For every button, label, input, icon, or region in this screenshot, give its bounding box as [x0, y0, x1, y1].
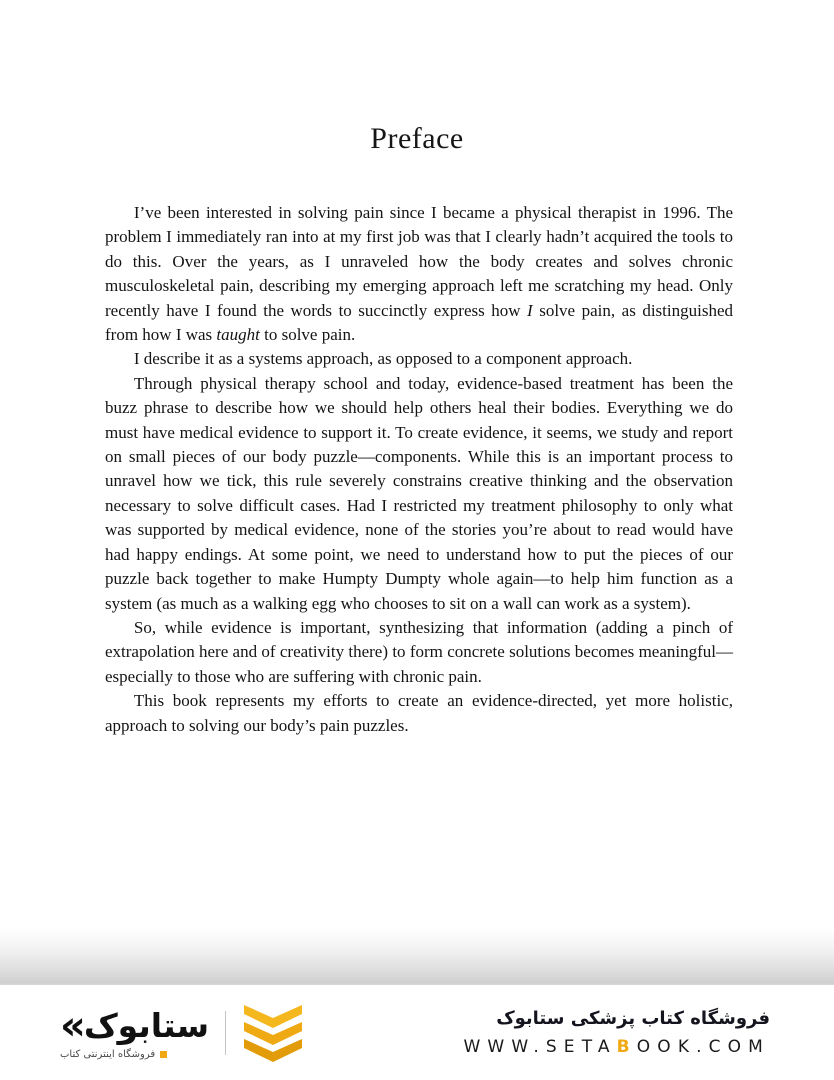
logo-square-icon — [160, 1051, 167, 1058]
setabook-logo — [60, 1004, 304, 1062]
page-title: Preface — [370, 122, 464, 155]
paragraph: So, while evidence is important, synthesizing that information (adding a pinch of extrapolation here and of creativity there) to form concrete solutions becomes meaningful—especially to those who are suffering with chronic pain. — [105, 617, 733, 686]
footer-right — [463, 1008, 770, 1057]
store-name: فروشگاه کتاب پزشکی ستابوک — [496, 1008, 770, 1029]
logo-subtitle-text: فروشگاه اینترنتی کتاب — [60, 1048, 156, 1060]
paragraph: I describe it as a systems approach, as opposed to a component approach. — [133, 349, 633, 369]
logo-wordmark — [60, 1002, 210, 1049]
logo-divider — [225, 1011, 226, 1055]
website-suffix: OOK.COM — [636, 1037, 770, 1057]
website-text — [463, 1037, 770, 1057]
logo-chevron-mark: « — [60, 1002, 82, 1049]
page-bottom-scan-shadow — [0, 928, 834, 985]
footer — [0, 985, 834, 1080]
website-highlight-letter: B — [616, 1037, 637, 1057]
logo-name-text: ستابوک — [83, 1005, 210, 1045]
stacked-chevrons-icon — [242, 1004, 304, 1062]
paragraph: I’ve been interested in solving pain since I became a physical therapist in 1996. The problem I immediately ran into at my first job was that I clearly hadn’t acquired the tools to do this. Over the years, as I unraveled how the body creates and solves chronic musculoskeletal pain, describing my emerging approach left me scratching my head. Only recently have I found the words to succinctly express how I solve pain, as distinguished from how I was taught to solve pain. — [105, 203, 733, 345]
paragraph: Through physical therapy school and today, evidence-based treatment has been the buzz phrase to describe how we should help others heal their bodies. Everything we do must have medical evidence to support it. To create evidence, it seems, we study and report on small pieces of our body puzzle—components. While this is an important process to unravel how we tick, this rule severely constrains creative thinking and the observation necessary to solve difficult cases. Had I restricted my treatment philosophy to only what was supported by medical evidence, none of the stories you’re about to read would have had happy endings. At some point, we need to understand how to put the pieces of our puzzle back together to make Humpty Dumpty whole again—to help him function as a system (as much as a walking egg who chooses to sit on a wall can work as a system). — [105, 373, 733, 613]
logo-text-block — [60, 1002, 210, 1060]
website-prefix: WWW.SETA — [463, 1037, 617, 1057]
logo-subtitle — [60, 1049, 167, 1060]
paragraph: This book represents my efforts to create an evidence-directed, yet more holistic, approach to solving our body’s pain puzzles. — [105, 691, 733, 735]
body-paragraphs — [105, 201, 733, 738]
